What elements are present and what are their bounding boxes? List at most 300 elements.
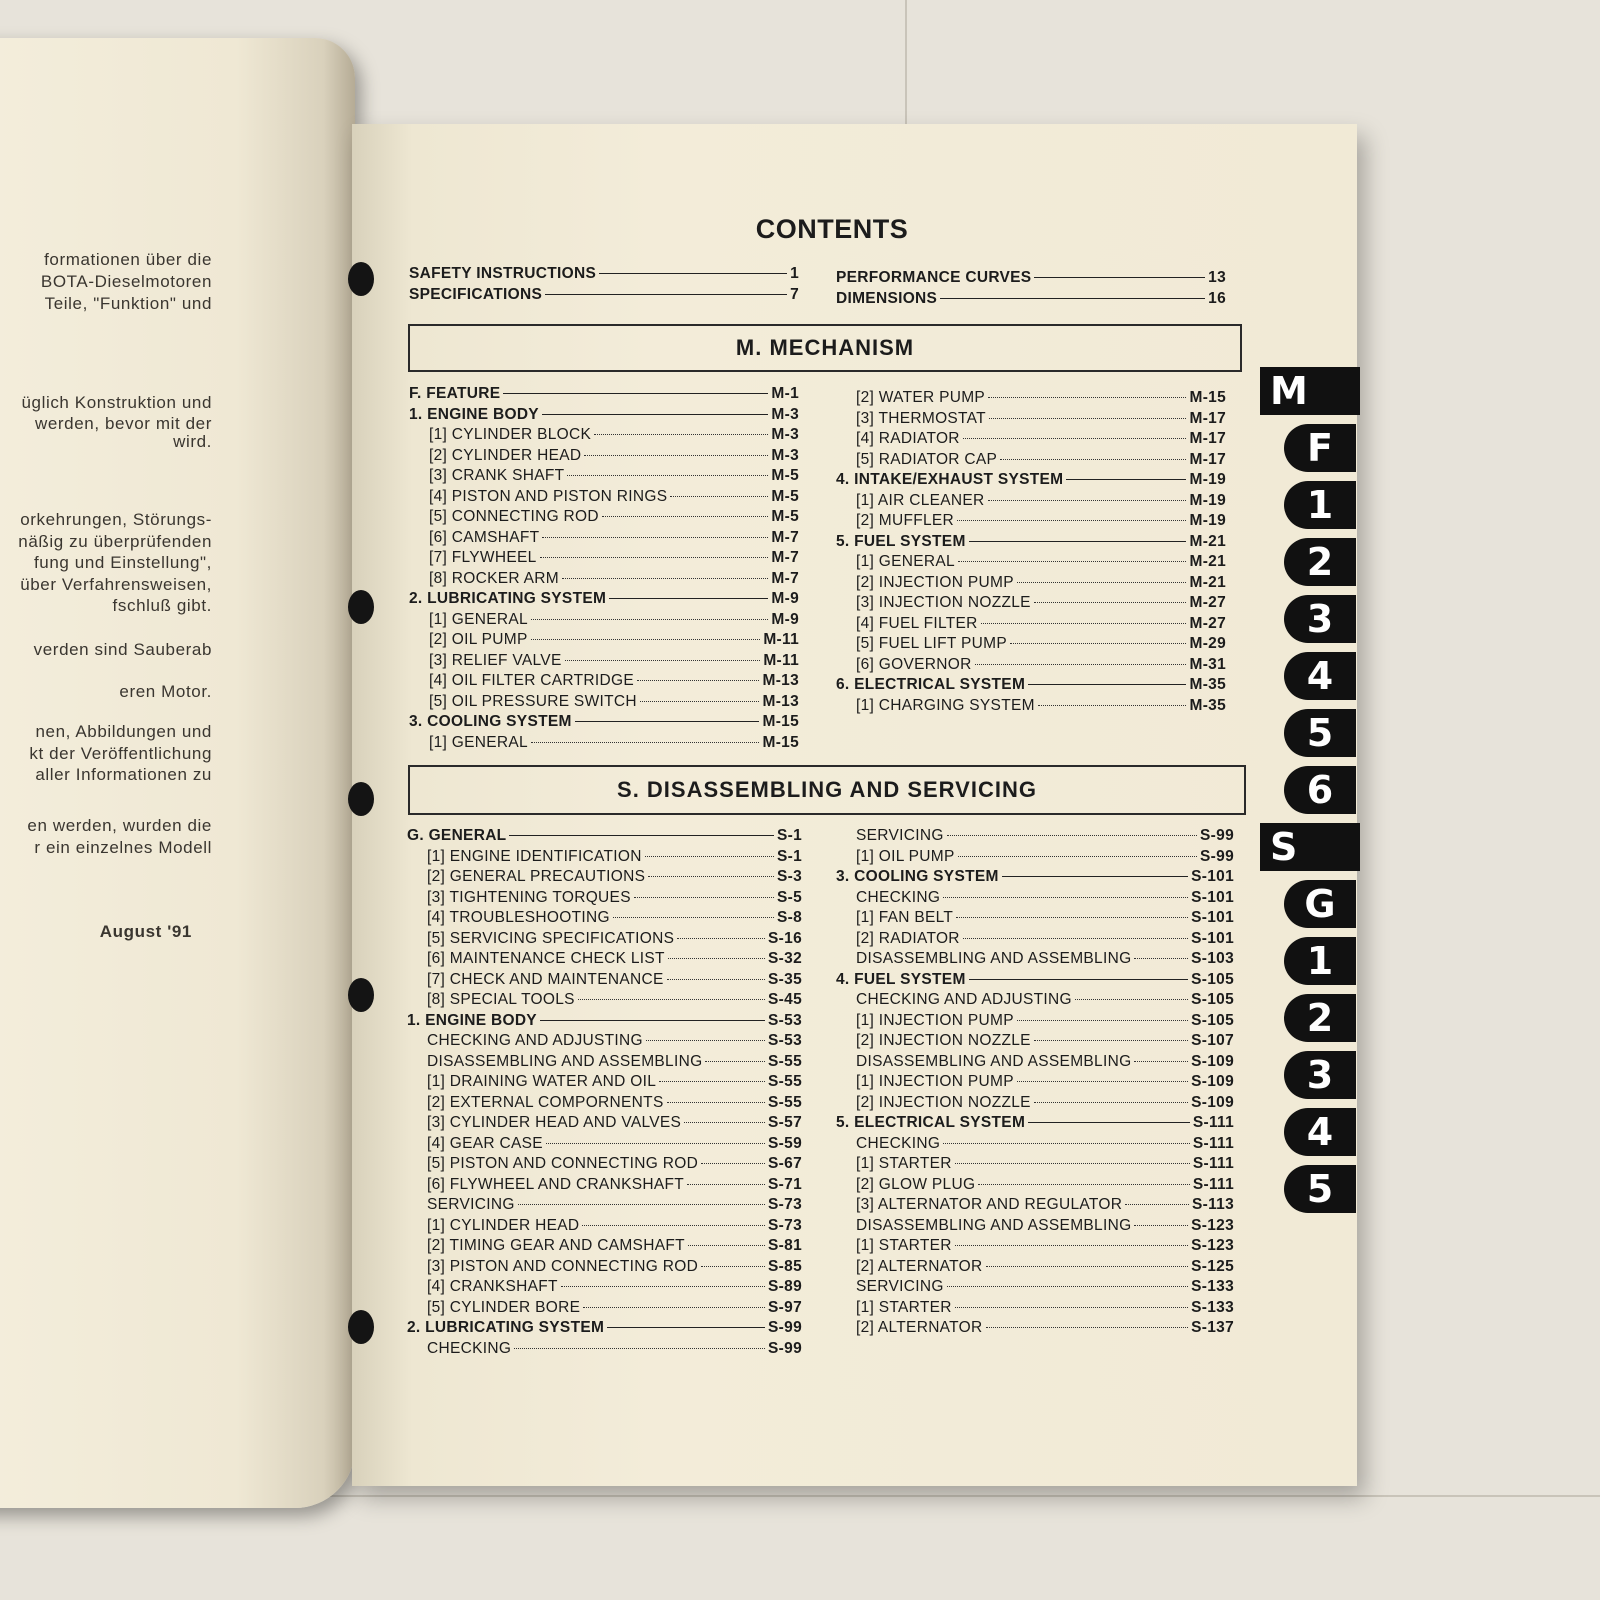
toc-entry [836, 1175, 1234, 1196]
toc-entry [836, 491, 1226, 512]
toc-entry [409, 651, 799, 672]
toc-page-number: 16 [1208, 289, 1226, 307]
toc-page-number: S-99 [1200, 827, 1234, 844]
index-tab-m[interactable]: M [1260, 367, 1360, 415]
toc-entry-label: [6] CAMSHAFT [429, 528, 540, 546]
toc-leader [637, 680, 759, 681]
toc-entry-label: 3. COOLING SYSTEM [836, 868, 999, 885]
toc-entry-label: [1] AIR CLEANER [856, 491, 985, 509]
toc-entry-label: DIMENSIONS [836, 289, 938, 307]
toc-page-number: M-31 [1189, 655, 1226, 673]
toc-entry-label: [6] GOVERNOR [856, 655, 972, 673]
toc-entry [407, 929, 802, 950]
toc-leader [1125, 1204, 1189, 1205]
toc-leader [1010, 643, 1187, 644]
toc-section-entry [409, 264, 799, 285]
toc-page-number: S-137 [1191, 1319, 1234, 1336]
toc-entry [836, 847, 1234, 868]
toc-leader [607, 1327, 765, 1328]
toc-page-number: S-53 [768, 1011, 802, 1029]
left-page-line: aller Informationen zu [35, 765, 212, 784]
toc-entry-label: [1] CYLINDER BLOCK [429, 426, 592, 443]
toc-entry [409, 610, 799, 631]
toc-entry-label: [6] FLYWHEEL AND CRANKSHAFT [427, 1175, 685, 1193]
toc-leader [599, 273, 787, 274]
toc-page-number: M-3 [771, 446, 799, 464]
toc-leader [978, 1184, 1190, 1185]
toc-entry-label: [5] OIL PRESSURE SWITCH [429, 692, 637, 710]
toc-entry [836, 1298, 1234, 1319]
toc-entry-label: SERVICING [427, 1196, 515, 1213]
toc-entry-label: 1. ENGINE BODY [407, 1011, 537, 1029]
toc-entry-label: [1] STARTER [856, 1155, 952, 1172]
toc-entry-label: [4] TROUBLESHOOTING [427, 909, 610, 926]
toc-page-number: S-67 [768, 1155, 802, 1172]
toc-page-number: S-55 [768, 1073, 802, 1090]
toc-entry [836, 908, 1234, 929]
contents-page [352, 124, 1357, 1486]
toc-page-number: M-5 [771, 467, 799, 484]
toc-entry [407, 1052, 802, 1073]
toc-page-number: S-101 [1191, 868, 1234, 885]
toc-page-number: S-8 [776, 909, 802, 926]
toc-entry-label: PERFORMANCE CURVES [836, 269, 1032, 286]
toc-leader [648, 876, 774, 877]
index-tab-5[interactable]: 5 [1284, 709, 1356, 757]
toc-entry [409, 466, 799, 487]
toc-entry [409, 446, 799, 467]
intro-right-column [836, 268, 1226, 309]
left-page-line: eren Motor. [119, 682, 212, 701]
toc-page-number: S-73 [768, 1196, 802, 1213]
toc-entry [407, 1031, 802, 1052]
toc-leader [667, 1102, 765, 1103]
toc-leader [1066, 479, 1186, 480]
left-page-line: wird. [173, 432, 212, 451]
toc-page-number: S-71 [768, 1175, 802, 1193]
toc-leader [531, 619, 768, 620]
toc-entry-label: [1] CYLINDER HEAD [427, 1216, 580, 1234]
toc-entry [836, 990, 1234, 1011]
toc-entry-label: [4] CRANKSHAFT [427, 1278, 558, 1295]
toc-leader [1038, 705, 1187, 706]
toc-section-entry [407, 826, 802, 847]
toc-leader [1000, 459, 1186, 460]
toc-entry-label: 6. ELECTRICAL SYSTEM [836, 676, 1026, 693]
toc-section-entry [836, 289, 1226, 310]
binder-hole [348, 978, 374, 1012]
toc-page-number: M-5 [771, 508, 799, 525]
toc-entry [409, 507, 799, 528]
toc-entry-label: SAFETY INSTRUCTIONS [409, 265, 597, 282]
toc-page-number: S-103 [1191, 950, 1234, 967]
toc-page-number: M-15 [762, 713, 799, 730]
toc-entry-label: CHECKING [427, 1339, 512, 1357]
toc-page-number: M-7 [771, 549, 799, 566]
toc-page-number: M-3 [771, 405, 799, 423]
toc-entry-label: [7] FLYWHEEL [429, 549, 537, 566]
toc-page-number: M-27 [1189, 614, 1226, 632]
toc-entry-label: CHECKING [856, 888, 941, 906]
toc-entry-label: [1] FAN BELT [856, 909, 954, 926]
toc-page-number: M-17 [1189, 450, 1226, 468]
toc-leader [646, 1040, 765, 1041]
toc-leader [645, 856, 774, 857]
toc-entry-label: [8] ROCKER ARM [429, 569, 559, 587]
toc-entry [407, 888, 802, 909]
toc-entry-label: [3] RELIEF VALVE [429, 651, 562, 669]
toc-entry [407, 1257, 802, 1278]
toc-leader [562, 578, 768, 579]
toc-entry-label: [1] INJECTION PUMP [856, 1073, 1014, 1090]
toc-entry [836, 1236, 1234, 1257]
toc-leader [940, 298, 1205, 299]
toc-page-number: S-111 [1192, 1155, 1234, 1172]
toc-entry-label: 2. LUBRICATING SYSTEM [407, 1319, 605, 1336]
toc-leader [1134, 958, 1188, 959]
toc-page-number: S-35 [768, 970, 802, 988]
toc-page-number: S-55 [768, 1052, 802, 1070]
toc-leader [540, 557, 769, 558]
toc-entry-label: [2] ALTERNATOR [856, 1257, 983, 1275]
toc-leader [640, 701, 760, 702]
toc-entry-label: [3] THERMOSTAT [856, 409, 986, 427]
toc-leader [1034, 1102, 1188, 1103]
toc-section-entry [409, 712, 799, 733]
toc-leader [1134, 1061, 1188, 1062]
toc-page-number: S-125 [1191, 1257, 1234, 1275]
toc-entry [836, 1134, 1234, 1155]
toc-leader [582, 1225, 765, 1226]
toc-entry-label: [1] GENERAL [429, 733, 528, 751]
toc-entry-label: [2] INJECTION PUMP [856, 573, 1014, 591]
toc-leader [1028, 1122, 1190, 1123]
toc-page-number: 7 [790, 285, 799, 303]
toc-entry [407, 1072, 802, 1093]
toc-section-entry [836, 970, 1234, 991]
toc-page-number: S-99 [768, 1319, 802, 1336]
toc-page-number: S-16 [768, 929, 802, 947]
toc-page-number: S-89 [768, 1278, 802, 1295]
index-tab-2[interactable]: 2 [1284, 538, 1356, 586]
left-page-line: üglich Konstruktion und [21, 393, 212, 412]
toc-page-number: M-19 [1189, 512, 1226, 529]
toc-entry [409, 733, 799, 754]
toc-entry [836, 552, 1226, 573]
toc-leader [545, 294, 787, 295]
index-tab-f[interactable]: F [1284, 424, 1356, 472]
toc-page-number: M-35 [1189, 676, 1226, 693]
toc-entry-label: [1] OIL PUMP [856, 847, 955, 865]
toc-entry-label: [2] ALTERNATOR [856, 1319, 983, 1336]
left-page-line: näßig zu überprüfenden [18, 532, 212, 551]
toc-entry-label: [2] WATER PUMP [856, 389, 986, 406]
toc-page-number: M-5 [771, 487, 799, 505]
toc-leader [688, 1245, 765, 1246]
toc-page-number: S-3 [776, 868, 802, 885]
toc-entry [409, 569, 799, 590]
toc-leader [609, 598, 768, 599]
toc-entry [836, 1257, 1234, 1278]
toc-leader [969, 541, 1187, 542]
toc-entry-label: 5. FUEL SYSTEM [836, 532, 966, 550]
toc-entry-label: [2] RADIATOR [856, 929, 960, 947]
toc-page-number: 13 [1208, 269, 1226, 286]
toc-page-number: M-15 [762, 733, 799, 751]
toc-leader [975, 664, 1187, 665]
toc-page-number: S-101 [1191, 888, 1234, 906]
toc-page-number: M-29 [1189, 635, 1226, 652]
toc-leader [947, 1286, 1188, 1287]
toc-entry [409, 487, 799, 508]
toc-leader [531, 639, 761, 640]
toc-entry-label: [3] INJECTION NOZZLE [856, 594, 1031, 611]
toc-section-entry [409, 589, 799, 610]
toc-leader [955, 1245, 1188, 1246]
toc-leader [955, 1307, 1188, 1308]
toc-page-number: S-109 [1191, 1052, 1234, 1070]
toc-leader [546, 1143, 765, 1144]
toc-entry [409, 528, 799, 549]
toc-entry-label: [6] MAINTENANCE CHECK LIST [427, 950, 665, 967]
toc-page-number: S-73 [768, 1216, 802, 1234]
toc-leader [705, 1061, 765, 1062]
toc-page-number: S-99 [768, 1339, 802, 1357]
toc-entry-label: [7] CHECK AND MAINTENANCE [427, 970, 664, 988]
toc-entry [407, 1113, 802, 1134]
toc-page-number: M-19 [1189, 471, 1226, 488]
toc-leader [958, 856, 1197, 857]
left-page-line: verden sind Sauberab [33, 640, 212, 659]
toc-entry [836, 634, 1226, 655]
index-tab-3[interactable]: 3 [1284, 1051, 1356, 1099]
toc-page-number: M-13 [762, 672, 799, 689]
toc-leader [613, 917, 774, 918]
toc-leader [943, 1143, 1190, 1144]
toc-entry [836, 888, 1234, 909]
toc-entry [836, 1277, 1234, 1298]
toc-leader [1034, 1040, 1188, 1041]
toc-entry [407, 1298, 802, 1319]
toc-page-number: S-32 [768, 950, 802, 967]
toc-entry [409, 425, 799, 446]
toc-entry-label: [2] INJECTION NOZZLE [856, 1093, 1031, 1111]
toc-leader [957, 520, 1186, 521]
binder-hole [348, 1310, 374, 1344]
index-tab-3[interactable]: 3 [1284, 595, 1356, 643]
toc-leader [668, 958, 765, 959]
index-tab-6[interactable]: 6 [1284, 766, 1356, 814]
toc-page-number: M-13 [762, 692, 799, 710]
toc-entry [836, 409, 1226, 430]
toc-section-entry [407, 1318, 802, 1339]
toc-page-number: M-7 [771, 528, 799, 546]
toc-leader [989, 418, 1187, 419]
mechanism-heading: M. MECHANISM [408, 324, 1242, 372]
toc-entry-label: 4. FUEL SYSTEM [836, 970, 966, 988]
toc-leader [667, 979, 765, 980]
index-tab-5[interactable]: 5 [1284, 1165, 1356, 1213]
toc-leader [943, 897, 1188, 898]
toc-entry [407, 1339, 802, 1360]
toc-entry-label: [3] CRANK SHAFT [429, 467, 565, 484]
binder-hole [348, 782, 374, 816]
toc-entry-label: [3] CYLINDER HEAD AND VALVES [427, 1114, 682, 1131]
index-tab-2[interactable]: 2 [1284, 994, 1356, 1042]
toc-section-entry [409, 384, 799, 405]
toc-page-number: S-97 [768, 1298, 802, 1316]
toc-entry-label: [3] TIGHTENING TORQUES [427, 888, 631, 906]
toc-page-number: M-7 [771, 569, 799, 587]
toc-leader [670, 496, 768, 497]
toc-entry-label: DISASSEMBLING AND ASSEMBLING [427, 1052, 703, 1070]
toc-section-entry [836, 867, 1234, 888]
binder-hole [348, 262, 374, 296]
toc-leader [1017, 582, 1187, 583]
left-page-line: kt der Veröffentlichung [29, 744, 212, 763]
toc-page-number: S-109 [1191, 1093, 1234, 1111]
toc-leader [540, 1020, 765, 1021]
servicing-heading: S. DISASSEMBLING AND SERVICING [408, 765, 1246, 815]
toc-leader [561, 1286, 765, 1287]
toc-entry [836, 614, 1226, 635]
toc-entry-label: SPECIFICATIONS [409, 285, 543, 303]
toc-entry-label: [4] GEAR CASE [427, 1134, 543, 1152]
toc-leader [963, 938, 1188, 939]
toc-entry [409, 630, 799, 651]
toc-leader [1134, 1225, 1188, 1226]
toc-page-number: M-15 [1189, 389, 1226, 406]
toc-entry-label: [4] FUEL FILTER [856, 614, 978, 632]
toc-page-number: S-111 [1192, 1134, 1234, 1152]
toc-leader [988, 500, 1187, 501]
toc-entry [836, 429, 1226, 450]
toc-entry-label: [1] GENERAL [856, 553, 955, 570]
toc-leader [701, 1163, 765, 1164]
toc-entry-label: [4] PISTON AND PISTON RINGS [429, 487, 668, 505]
servicing-left-column [407, 826, 802, 1359]
toc-section-entry [836, 675, 1226, 696]
toc-leader [542, 537, 768, 538]
toc-page-number: M-11 [763, 631, 799, 648]
left-page-line: werden, bevor mit der [34, 414, 212, 433]
toc-entry-label: DISASSEMBLING AND ASSEMBLING [856, 1216, 1132, 1234]
toc-entry [836, 655, 1226, 676]
toc-entry-label: [1] STARTER [856, 1298, 952, 1316]
toc-leader [1017, 1081, 1188, 1082]
toc-entry-label: 2. LUBRICATING SYSTEM [409, 590, 607, 607]
toc-entry-label: [5] CONNECTING ROD [429, 508, 599, 525]
index-tab-1[interactable]: 1 [1284, 481, 1356, 529]
toc-page-number: M-21 [1189, 532, 1226, 550]
toc-leader [687, 1184, 765, 1185]
toc-entry-label: [2] TIMING GEAR AND CAMSHAFT [427, 1237, 685, 1254]
toc-entry [836, 1031, 1234, 1052]
toc-leader [594, 434, 768, 435]
left-page-line: fschluß gibt. [112, 596, 212, 615]
toc-page-number: S-123 [1191, 1216, 1234, 1234]
toc-page-number: S-99 [1200, 847, 1234, 865]
toc-entry [836, 593, 1226, 614]
toc-entry-label: [8] SPECIAL TOOLS [427, 991, 575, 1008]
index-tab-s[interactable]: S [1260, 823, 1360, 871]
index-tab-4[interactable]: 4 [1284, 1108, 1356, 1156]
left-page-line: en werden, wurden die [27, 816, 212, 835]
toc-entry-label: [5] SERVICING SPECIFICATIONS [427, 929, 675, 947]
index-tab-g[interactable]: G [1284, 880, 1356, 928]
toc-section-entry [409, 405, 799, 426]
index-tab-4[interactable]: 4 [1284, 652, 1356, 700]
toc-leader [981, 623, 1187, 624]
toc-entry [409, 671, 799, 692]
toc-leader [565, 660, 761, 661]
left-page-line: über Verfahrensweisen, [20, 575, 212, 594]
toc-leader [503, 393, 768, 394]
toc-entry-label: [1] DRAINING WATER AND OIL [427, 1073, 657, 1090]
toc-entry-label: [2] CYLINDER HEAD [429, 446, 582, 464]
toc-page-number: S-45 [768, 991, 802, 1008]
toc-leader [988, 397, 1186, 398]
toc-entry-label: G. GENERAL [407, 827, 507, 844]
toc-page-number: S-133 [1191, 1278, 1234, 1295]
toc-leader [955, 1163, 1190, 1164]
toc-page-number: S-105 [1191, 970, 1234, 988]
toc-page-number: M-35 [1189, 696, 1226, 714]
toc-leader [575, 721, 760, 722]
toc-page-number: M-17 [1189, 409, 1226, 427]
toc-leader [518, 1204, 765, 1205]
toc-entry [407, 949, 802, 970]
toc-leader [514, 1348, 765, 1349]
toc-leader [584, 455, 768, 456]
toc-page-number: 1 [790, 265, 799, 282]
toc-leader [947, 835, 1197, 836]
toc-page-number: S-1 [776, 847, 802, 865]
toc-entry-label: [2] OIL PUMP [429, 631, 528, 648]
toc-section-entry [836, 268, 1226, 289]
toc-leader [956, 917, 1188, 918]
toc-entry-label: [2] MUFFLER [856, 512, 955, 529]
toc-page-number: S-101 [1191, 909, 1234, 926]
toc-section-entry [836, 470, 1226, 491]
toc-leader [531, 742, 760, 743]
toc-entry [836, 1052, 1234, 1073]
toc-entry-label: SERVICING [856, 827, 944, 844]
left-page-line: r ein einzelnes Modell [34, 838, 212, 857]
toc-leader [684, 1122, 765, 1123]
toc-entry [836, 696, 1226, 717]
mechanism-right-column [836, 388, 1226, 716]
toc-leader [1034, 602, 1187, 603]
toc-entry-label: [1] ENGINE IDENTIFICATION [427, 847, 642, 865]
toc-page-number: S-101 [1191, 929, 1234, 947]
toc-entry-label: [4] RADIATOR [856, 430, 960, 447]
toc-entry [407, 1175, 802, 1196]
toc-entry [407, 1236, 802, 1257]
mechanism-left-column [409, 384, 799, 753]
toc-leader [634, 897, 774, 898]
toc-entry-label: F. FEATURE [409, 385, 501, 402]
floor-tile-seam [905, 0, 907, 125]
toc-entry [409, 692, 799, 713]
toc-entry [407, 867, 802, 888]
toc-leader [963, 438, 1187, 439]
toc-page-number: M-19 [1189, 491, 1226, 509]
index-tab-1[interactable]: 1 [1284, 937, 1356, 985]
toc-leader [1028, 684, 1186, 685]
left-page-line: nen, Abbildungen und [35, 722, 212, 741]
toc-page-number: M-9 [771, 590, 799, 607]
